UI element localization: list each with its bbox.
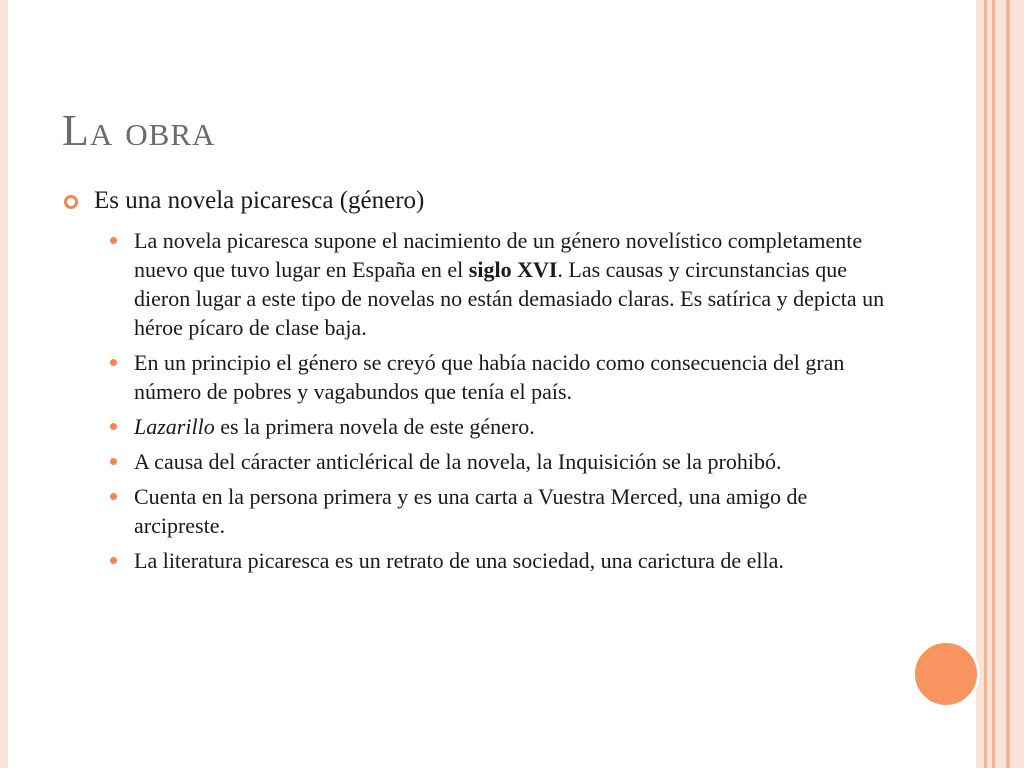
sub-bullet-text: . Las causas y circunstancias que dieron lugar a este tipo de novelas no están demasiado claras. Es satírica y depicta un héroe pícaro de clase baja. (134, 257, 885, 340)
border-stripe (992, 0, 995, 768)
sub-bullet (108, 348, 892, 406)
sub-bullet (108, 482, 892, 540)
dot-bullet-icon (110, 359, 117, 366)
sub-bullet-text: La novela picaresca supone el nacimiento de un género novelístico completamente nuevo que tuvo lugar en España en el (134, 228, 863, 282)
sub-bullet (108, 447, 892, 476)
dot-bullet-icon (110, 423, 117, 430)
sub-bullet-bold: siglo XVI (468, 257, 558, 282)
sub-bullet (108, 226, 892, 342)
sub-bullet-text: En un principio el género se creyó que había nacido como consecuencia del gran número de pobres y vagabundos que tenía el país. (134, 350, 845, 404)
border-stripe (984, 0, 987, 768)
slide-content (62, 184, 892, 581)
sub-bullet-text: Cuenta en la persona primera y es una carta a Vuestra Merced, una amigo de arcipreste. (134, 484, 808, 538)
border-stripe (1006, 0, 1010, 768)
decorative-circle (912, 640, 980, 708)
sub-bullet (108, 412, 892, 441)
right-border (976, 0, 1024, 768)
main-bullet-text: Es una novela picaresca (género) (94, 187, 425, 214)
main-bullet (62, 184, 892, 218)
sub-bullet (108, 546, 892, 575)
left-border (0, 0, 8, 768)
ring-bullet-icon (64, 195, 78, 209)
sub-bullet-text: La literatura picaresca es un retrato de una sociedad, una carictura de ella. (134, 548, 784, 573)
dot-bullet-icon (110, 458, 117, 465)
sub-bullet-text: A causa del cáracter anticlérical de la novela, la Inquisición se la prohibó. (134, 449, 782, 474)
dot-bullet-icon (110, 493, 117, 500)
sub-bullet-italic: Lazarillo (134, 414, 215, 439)
sub-bullet-text: es la primera novela de este género. (214, 414, 535, 439)
dot-bullet-icon (110, 237, 117, 244)
slide-title: La obra (62, 106, 216, 155)
dot-bullet-icon (110, 557, 117, 564)
